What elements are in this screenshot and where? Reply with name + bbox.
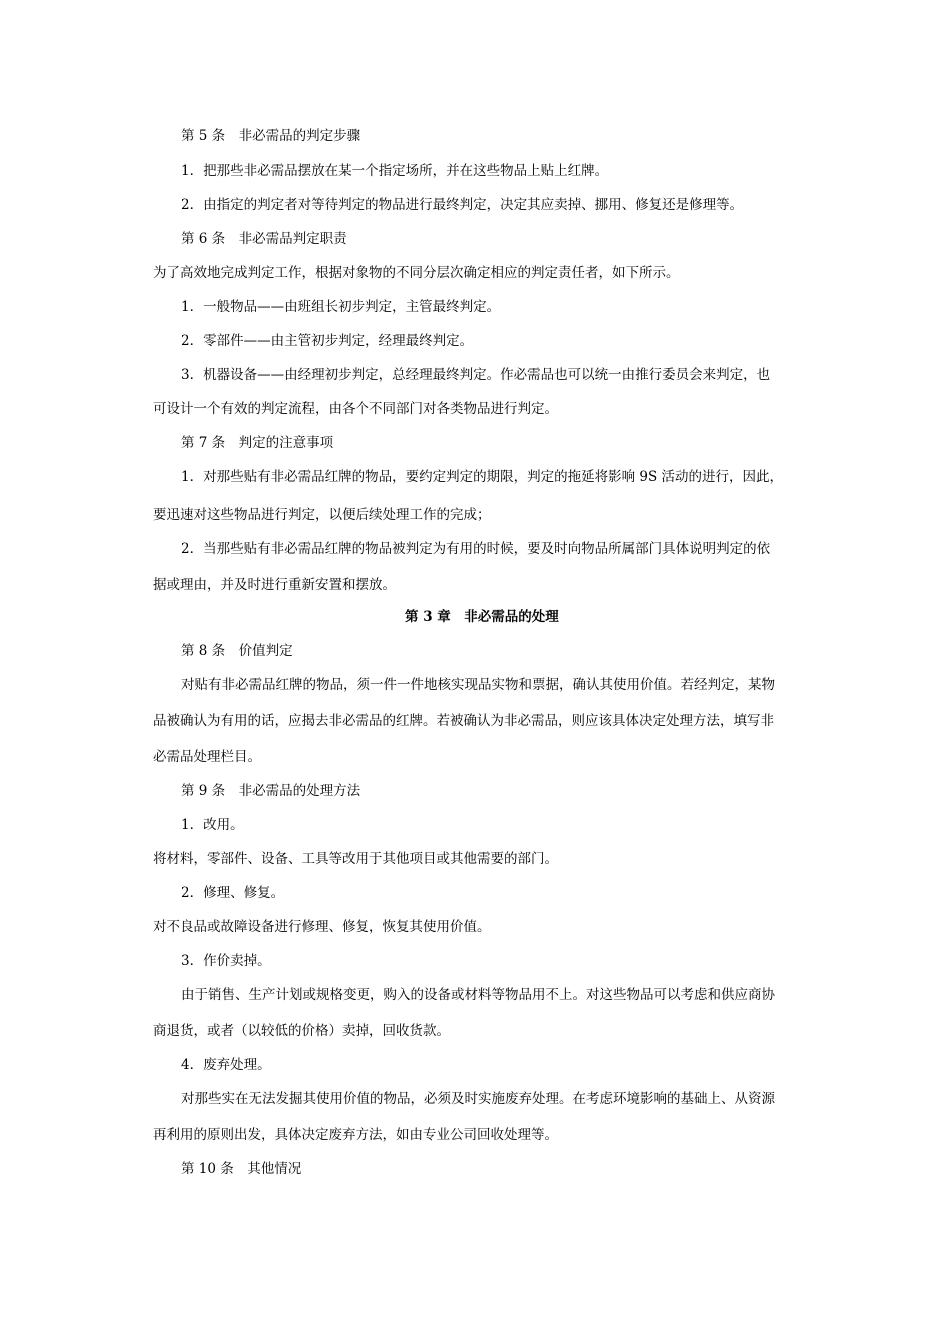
text-line: 第 7 条 判定的注意事项 (181, 435, 334, 451)
text-line: 再利用的原则出发，具体决定废弃方法，如由专业公司回收处理等。 (153, 1127, 558, 1143)
text-line: 商退货，或者（以较低的价格）卖掉，回收货款。 (153, 1023, 450, 1039)
text-line: 对不良品或故障设备进行修理、修复，恢复其使用价值。 (153, 919, 491, 935)
text-line: 4．废弃处理。 (181, 1057, 271, 1073)
text-line: 将材料，零部件、设备、工具等改用于其他项目或其他需要的部门。 (153, 851, 558, 867)
text-line: 1．对那些贴有非必需品红牌的物品，要约定判定的期限，判定的拖延将影响 9S 活动的进行，因此， (181, 469, 784, 485)
text-line: 要迅速对这些物品进行判定，以便后续处理工作的完成； (153, 507, 491, 523)
text-line: 第 8 条 价值判定 (181, 643, 293, 659)
text-line: 1．把那些非必需品摆放在某一个指定场所，并在这些物品上贴上红牌。 (181, 163, 609, 179)
text-line: 对那些实在无法发掘其使用价值的物品，必须及时实施废弃处理。在考虑环境影响的基础上、从资源 (181, 1091, 775, 1107)
text-line: 由于销售、生产计划或规格变更，购入的设备或材料等物品用不上。对这些物品可以考虑和供应商协 (181, 987, 775, 1003)
text-line: 据或理由，并及时进行重新安置和摆放。 (153, 577, 396, 593)
text-line: 2．由指定的判定者对等待判定的物品进行最终判定，决定其应卖掉、挪用、修复还是修理等。 (181, 197, 744, 213)
text-line: 第 9 条 非必需品的处理方法 (181, 783, 361, 799)
text-line: 第 5 条 非必需品的判定步骤 (181, 128, 361, 144)
text-line: 品被确认为有用的话，应揭去非必需品的红牌。若被确认为非必需品，则应该具体决定处理方法，填写非 (153, 713, 774, 729)
text-line: 第 6 条 非必需品判定职责 (181, 231, 347, 247)
text-line: 1．一般物品——由班组长初步判定，主管最终判定。 (181, 299, 501, 315)
text-line: 3．机器设备——由经理初步判定，总经理最终判定。作必需品也可以统一由推行委员会来判定，也 (181, 367, 771, 383)
text-line: 1．改用。 (181, 817, 244, 833)
text-line: 3．作价卖掉。 (181, 953, 271, 969)
text-line: 为了高效地完成判定工作，根据对象物的不同分层次确定相应的判定责任者，如下所示。 (153, 265, 680, 281)
text-line: 2．零部件——由主管初步判定，经理最终判定。 (181, 333, 474, 349)
text-line: 对贴有非必需品红牌的物品，须一件一件地核实现品实物和票据，确认其使用价值。若经判定，某物 (181, 677, 775, 693)
text-line: 2．修理、修复。 (181, 885, 285, 901)
text-line: 2．当那些贴有非必需品红牌的物品被判定为有用的时候，要及时向物品所属部门具体说明判定的依 (181, 541, 771, 557)
text-line: 可设计一个有效的判定流程，由各个不同部门对各类物品进行判定。 (153, 401, 558, 417)
text-line: 必需品处理栏目。 (153, 749, 261, 765)
text-line: 第 10 条 其他情况 (181, 1161, 302, 1177)
chapter-heading: 第 3 章 非必需品的处理 (405, 609, 559, 625)
